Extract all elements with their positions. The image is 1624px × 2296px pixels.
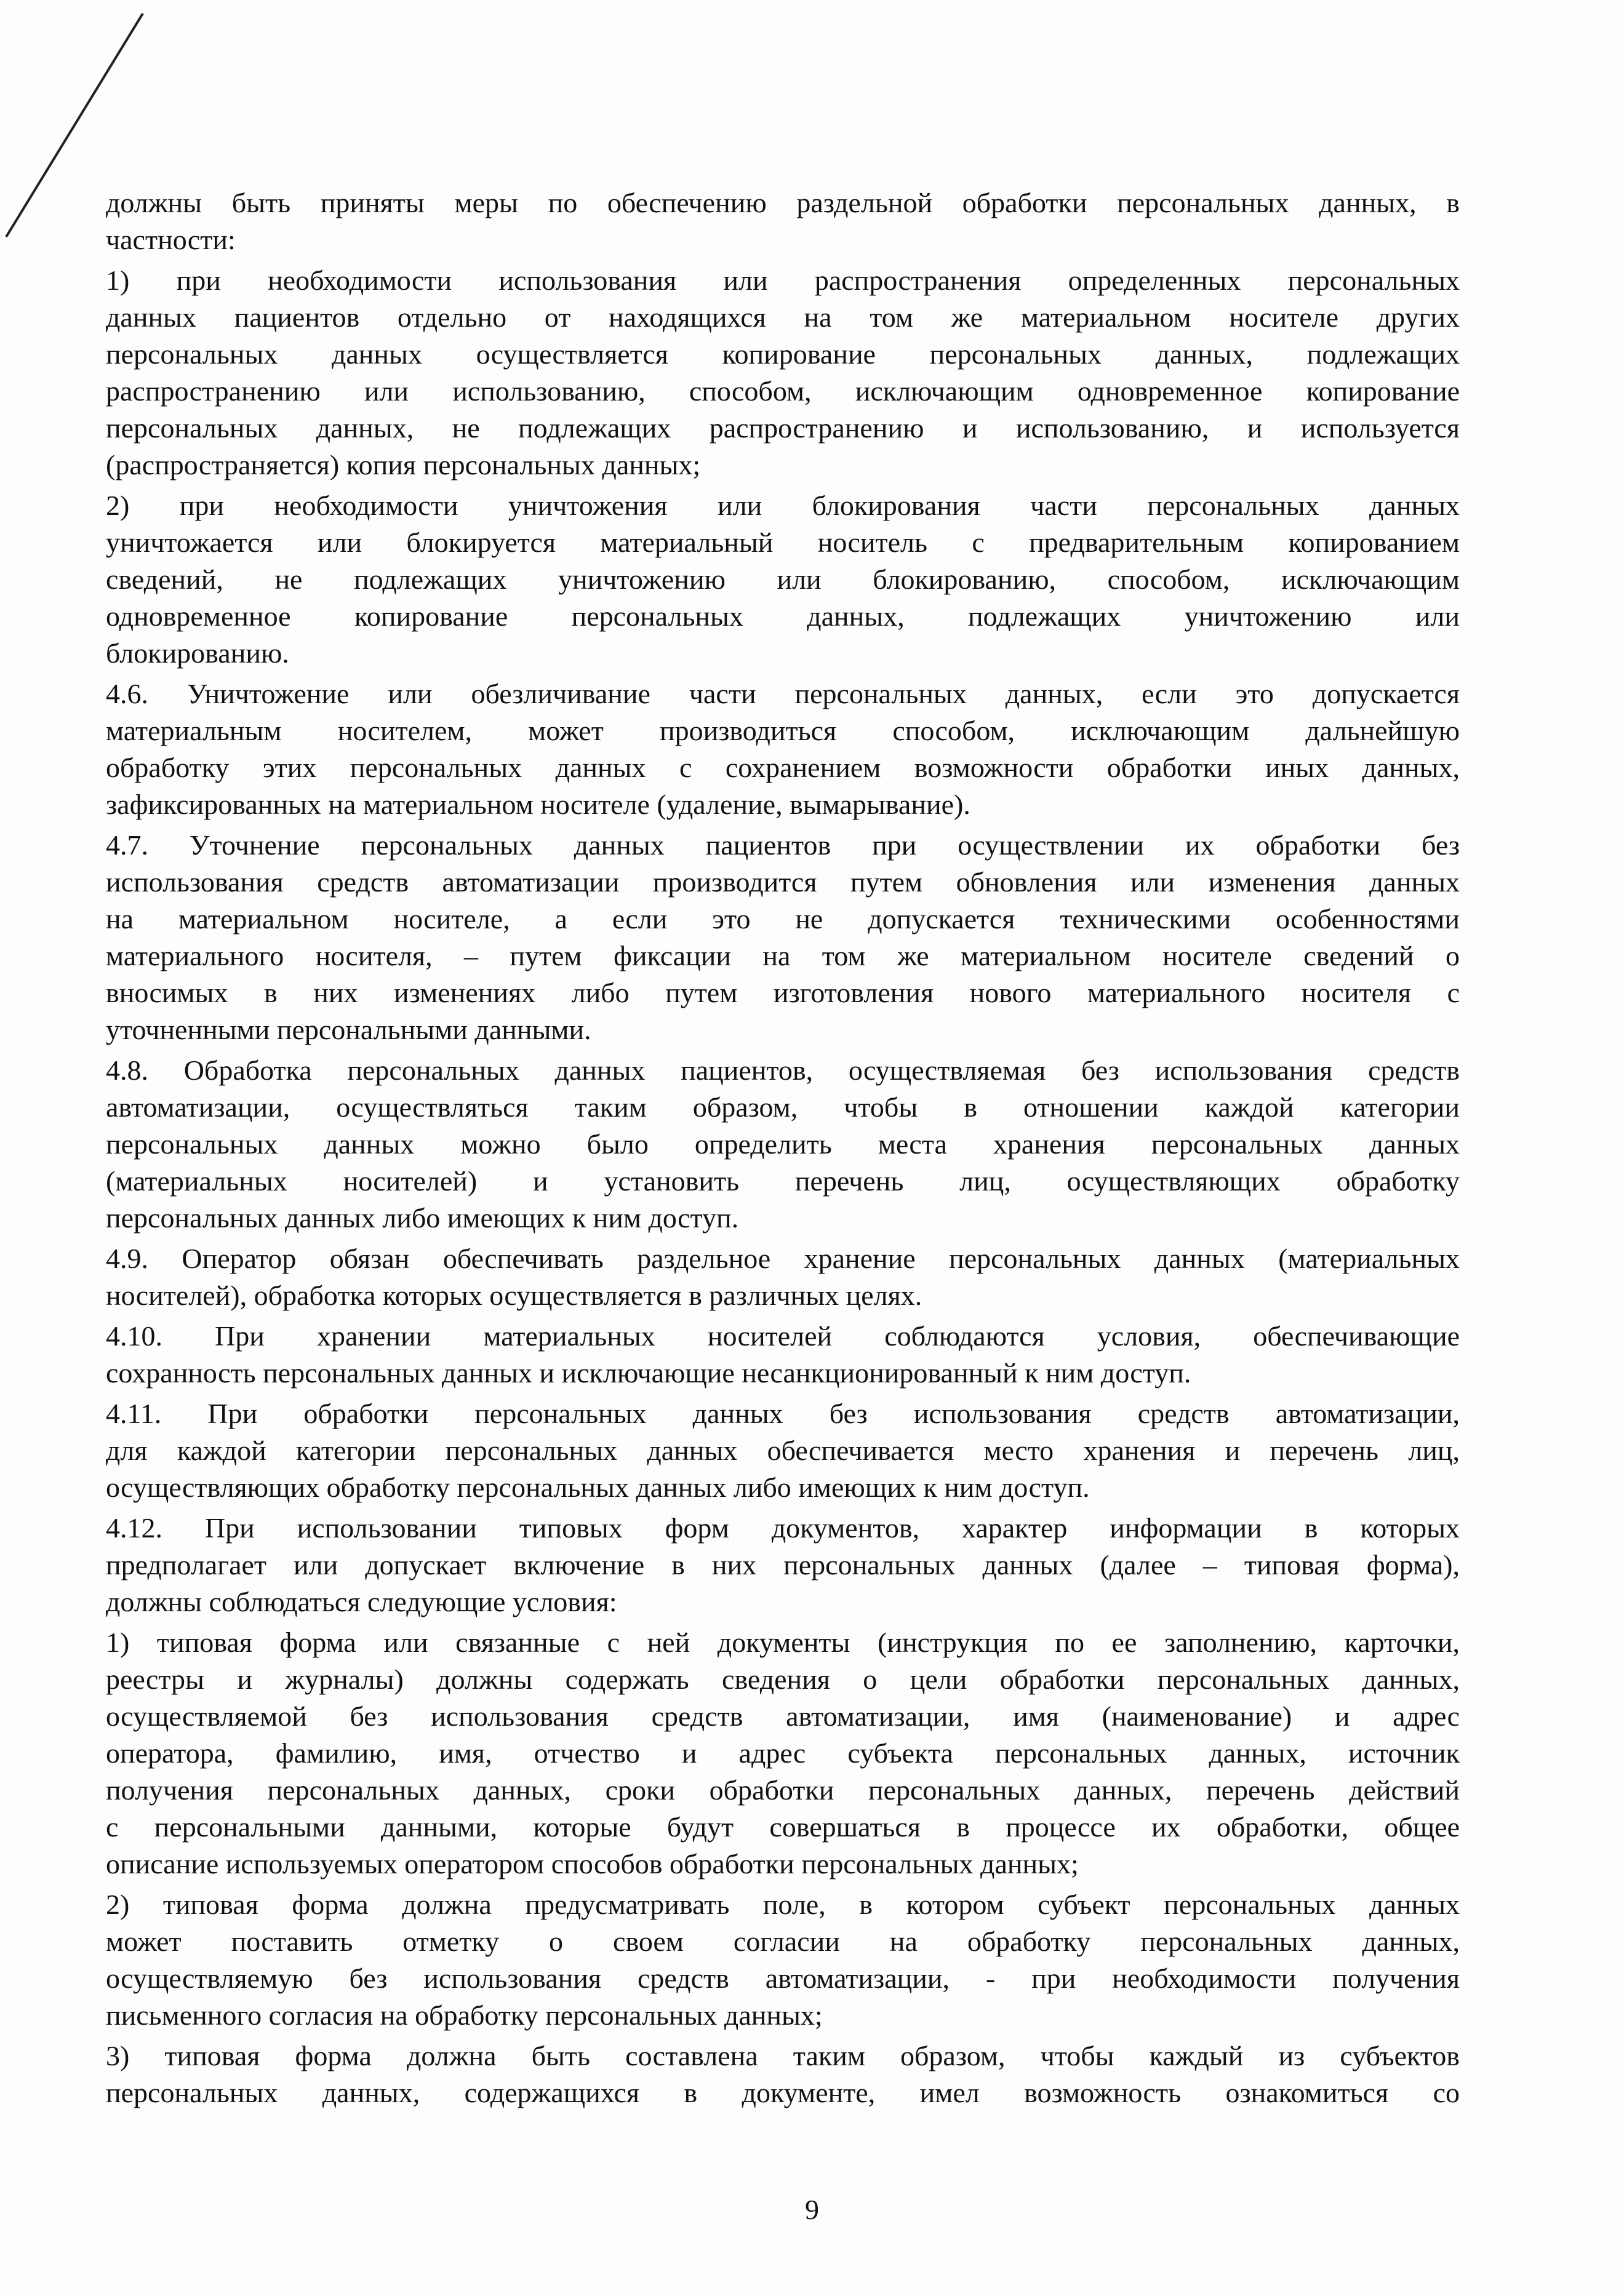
paragraph (106, 1240, 1460, 1314)
text-line: осуществляющих обработку персональных данных либо имеющих к ним доступ. (106, 1472, 1090, 1503)
text-line: может поставить отметку о своем согласии на обработку персональных данных, (106, 1926, 1460, 1957)
text-line: описание используемых оператором способов обработки персональных данных; (106, 1848, 1079, 1879)
text-line: персональных данных, не подлежащих распространению и использованию, и используется (106, 412, 1460, 444)
text-line: автоматизации, осуществляться таким образом, чтобы в отношении каждой категории (106, 1091, 1460, 1123)
text-line: распространению или использованию, способом, исключающим одновременное копирование (106, 375, 1460, 407)
paragraph (106, 1510, 1460, 1620)
text-line: (распространяется) копия персональных данных; (106, 449, 701, 480)
text-line: использования средств автоматизации производится путем обновления или изменения данных (106, 866, 1460, 898)
text-line: одновременное копирование персональных данных, подлежащих уничтожению или (106, 600, 1460, 632)
text-line: персональных данных либо имеющих к ним доступ. (106, 1202, 739, 1234)
text-line: материальным носителем, может производиться способом, исключающим дальнейшую (106, 715, 1460, 746)
text-line: зафиксированных на материальном носителе (удаление, вымарывание). (106, 789, 970, 820)
text-line: частности: (106, 224, 236, 255)
paragraph (106, 1886, 1460, 2034)
text-line: уничтожается или блокируется материальный носитель с предварительным копированием (106, 527, 1460, 558)
text-line: сохранность персональных данных и исключающие несанкционированный к ним доступ. (106, 1357, 1191, 1389)
paragraph (106, 262, 1460, 484)
paragraph (106, 1395, 1460, 1506)
text-line: 4.12. При использовании типовых форм документов, характер информации в которых (106, 1512, 1460, 1544)
text-line: носителей), обработка которых осуществляется в различных целях. (106, 1280, 922, 1311)
text-line: уточненными персональными данными. (106, 1014, 591, 1045)
text-line: осуществляемую без использования средств автоматизации, - при необходимости получения (106, 1963, 1460, 1994)
paragraph (106, 676, 1460, 823)
paragraph (106, 1318, 1460, 1392)
text-line: персональных данных осуществляется копирование персональных данных, подлежащих (106, 338, 1460, 370)
text-line: 4.9. Оператор обязан обеспечивать раздельное хранение персональных данных (материальных (106, 1243, 1460, 1274)
text-line: материального носителя, – путем фиксации на том же материальном носителе сведений о (106, 940, 1460, 971)
text-line: 4.11. При обработки персональных данных без использования средств автоматизации, (106, 1398, 1460, 1429)
text-line: 4.10. При хранении материальных носителей соблюдаются условия, обеспечивающие (106, 1320, 1460, 1352)
text-line: осуществляемой без использования средств автоматизации, имя (наименование) и адрес (106, 1700, 1460, 1732)
paragraph (106, 1052, 1460, 1237)
text-line: на материальном носителе, а если это не допускается техническими особенностями (106, 903, 1460, 935)
text-line: 4.8. Обработка персональных данных пациентов, осуществляемая без использования средств (106, 1054, 1460, 1086)
page-number: 9 (805, 2194, 819, 2225)
text-line: должны быть приняты меры по обеспечению раздельной обработки персональных данных, в (106, 187, 1460, 218)
paragraph (106, 185, 1460, 258)
text-line: с персональными данными, которые будут совершаться в процессе их обработки, общее (106, 1811, 1460, 1843)
text-line: 1) типовая форма или связанные с ней документы (инструкция по ее заполнению, карточки, (106, 1627, 1460, 1658)
text-line: 4.6. Уничтожение или обезличивание части персональных данных, если это допускается (106, 678, 1460, 709)
text-line: реестры и журналы) должны содержать сведения о цели обработки персональных данных, (106, 1664, 1460, 1695)
text-line: обработку этих персональных данных с сохранением возможности обработки иных данных, (106, 752, 1460, 783)
text-line: для каждой категории персональных данных обеспечивается место хранения и перечень лиц, (106, 1435, 1460, 1466)
text-line: предполагает или допускает включение в них персональных данных (далее – типовая форма), (106, 1549, 1460, 1580)
text-line: персональных данных можно было определить места хранения персональных данных (106, 1128, 1460, 1160)
text-line: оператора, фамилию, имя, отчество и адрес субъекта персональных данных, источник (106, 1737, 1460, 1769)
document-body (106, 185, 1460, 2115)
text-line: сведений, не подлежащих уничтожению или блокированию, способом, исключающим (106, 564, 1460, 595)
text-line: 2) типовая форма должна предусматривать поле, в котором субъект персональных данных (106, 1889, 1460, 1920)
text-line: вносимых в них изменениях либо путем изготовления нового материального носителя с (106, 977, 1460, 1008)
paragraph (106, 827, 1460, 1048)
text-line: 1) при необходимости использования или распространения определенных персональных (106, 265, 1460, 296)
text-line: должны соблюдаться следующие условия: (106, 1586, 617, 1617)
text-line: блокированию. (106, 637, 289, 669)
text-line: 4.7. Уточнение персональных данных пациентов при осуществлении их обработки без (106, 829, 1460, 861)
text-line: 2) при необходимости уничтожения или блокирования части персональных данных (106, 490, 1460, 521)
text-line: персональных данных, содержащихся в документе, имел возможность ознакомиться со (106, 2077, 1460, 2108)
text-line: данных пациентов отдельно от находящихся на том же материальном носителе других (106, 301, 1460, 333)
paragraph (106, 487, 1460, 672)
text-line: (материальных носителей) и установить перечень лиц, осуществляющих обработку (106, 1165, 1460, 1197)
text-line: 3) типовая форма должна быть составлена таким образом, чтобы каждый из субъектов (106, 2040, 1460, 2071)
paragraph (106, 2038, 1460, 2111)
text-line: получения персональных данных, сроки обработки персональных данных, перечень действий (106, 1774, 1460, 1806)
paragraph (106, 1624, 1460, 1883)
text-line: письменного согласия на обработку персональных данных; (106, 1999, 823, 2031)
